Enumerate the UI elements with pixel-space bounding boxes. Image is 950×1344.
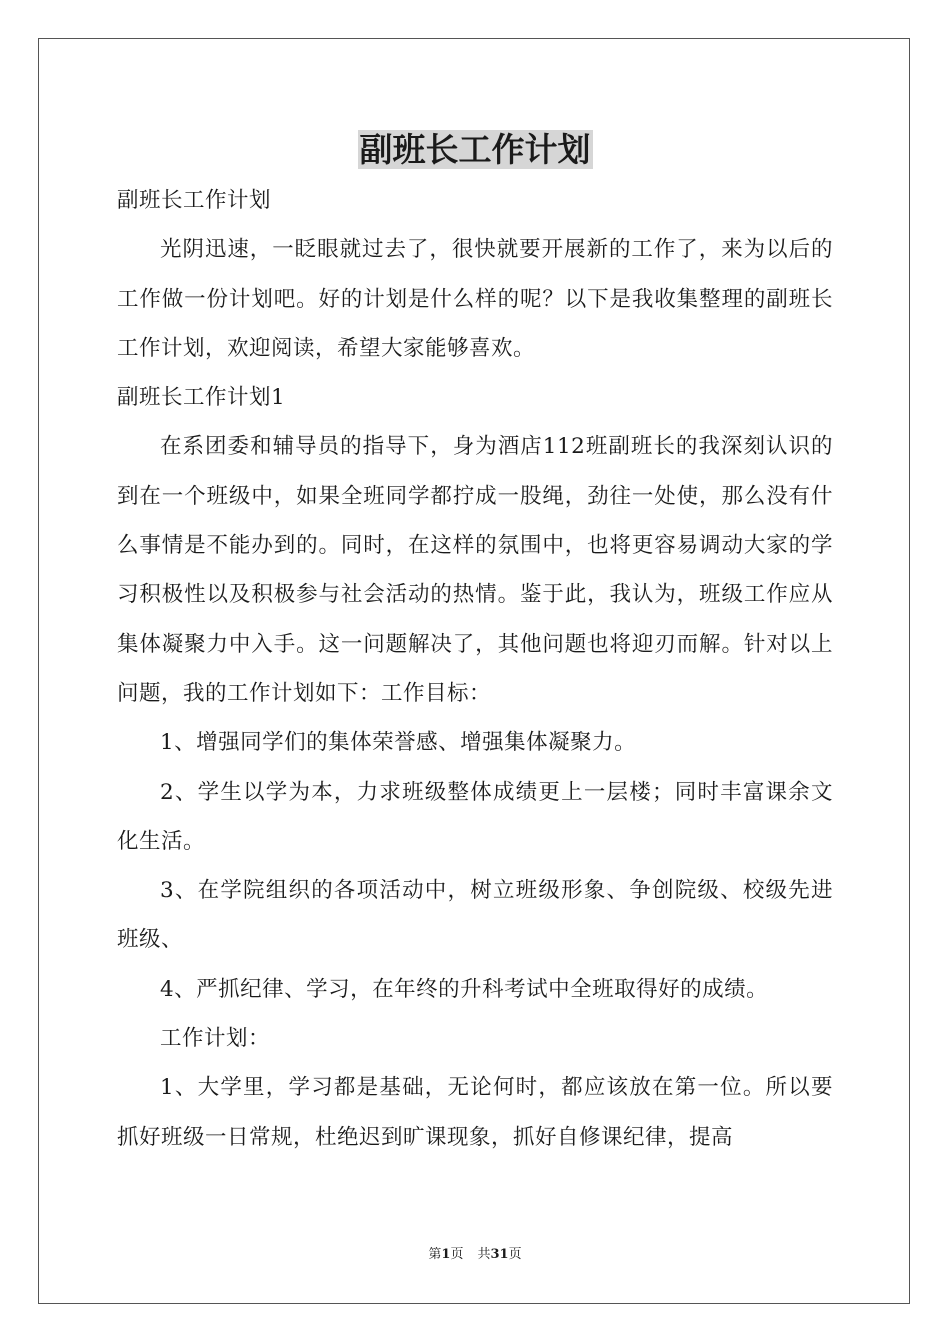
paragraph-background: 在系团委和辅导员的指导下，身为酒店112班副班长的我深刻认识的到在一个班级中，如果全班同学都拧成一股绳，劲往一处使，那么没有什么事情是不能办到的。同时，在这样的氛围中，也将更容易调动大家的学习积极性以及积极参与社会活动的热情。鉴于此，我认为，班级工作应从集体凝聚力中入手。这一问题解决了，其他问题也将迎刃而解。针对以上问题，我的工作计划如下：工作目标： xyxy=(117,434,833,706)
goal-item-3: 3、在学院组织的各项活动中，树立班级形象、争创院级、校级先进班级、 xyxy=(117,878,833,953)
total-prefix: 共 xyxy=(477,1247,491,1262)
section-heading-plan-1: 副班长工作计划1 xyxy=(117,385,286,411)
total-page-count: 31 xyxy=(490,1247,509,1262)
total-suffix: 页 xyxy=(508,1247,522,1262)
document-title xyxy=(0,128,950,172)
plan-subheading: 工作计划： xyxy=(160,1026,271,1052)
goal-item-4: 4、严抓纪律、学习，在年终的升科考试中全班取得好的成绩。 xyxy=(160,976,769,1002)
paragraph-heading: 副班长工作计划 xyxy=(117,188,272,213)
page-prefix: 第 xyxy=(428,1247,442,1262)
paragraph-intro: 光阴迅速，一眨眼就过去了，很快就要开展新的工作了，来为以后的工作做一份计划吧。好的计划是什么样的呢？以下是我收集整理的副班长工作计划，欢迎阅读，希望大家能够喜欢。 xyxy=(117,237,833,361)
goal-item-2: 2、学生以学为本，力求班级整体成绩更上一层楼；同时丰富课余文化生活。 xyxy=(117,779,833,854)
goal-item-1: 1、增强同学们的集体荣誉感、增强集体凝聚力。 xyxy=(160,730,637,756)
document-title-text: 副班长工作计划 xyxy=(359,130,591,169)
document-body xyxy=(117,176,833,1162)
page-suffix: 页 xyxy=(450,1247,464,1262)
page-footer xyxy=(0,1246,950,1264)
plan-item-1: 1、大学里，学习都是基础，无论何时，都应该放在第一位。所以要抓好班级一日常规，杜绝迟到旷课现象，抓好自修课纪律，提高 xyxy=(117,1075,833,1150)
current-page-number: 1 xyxy=(441,1247,451,1262)
